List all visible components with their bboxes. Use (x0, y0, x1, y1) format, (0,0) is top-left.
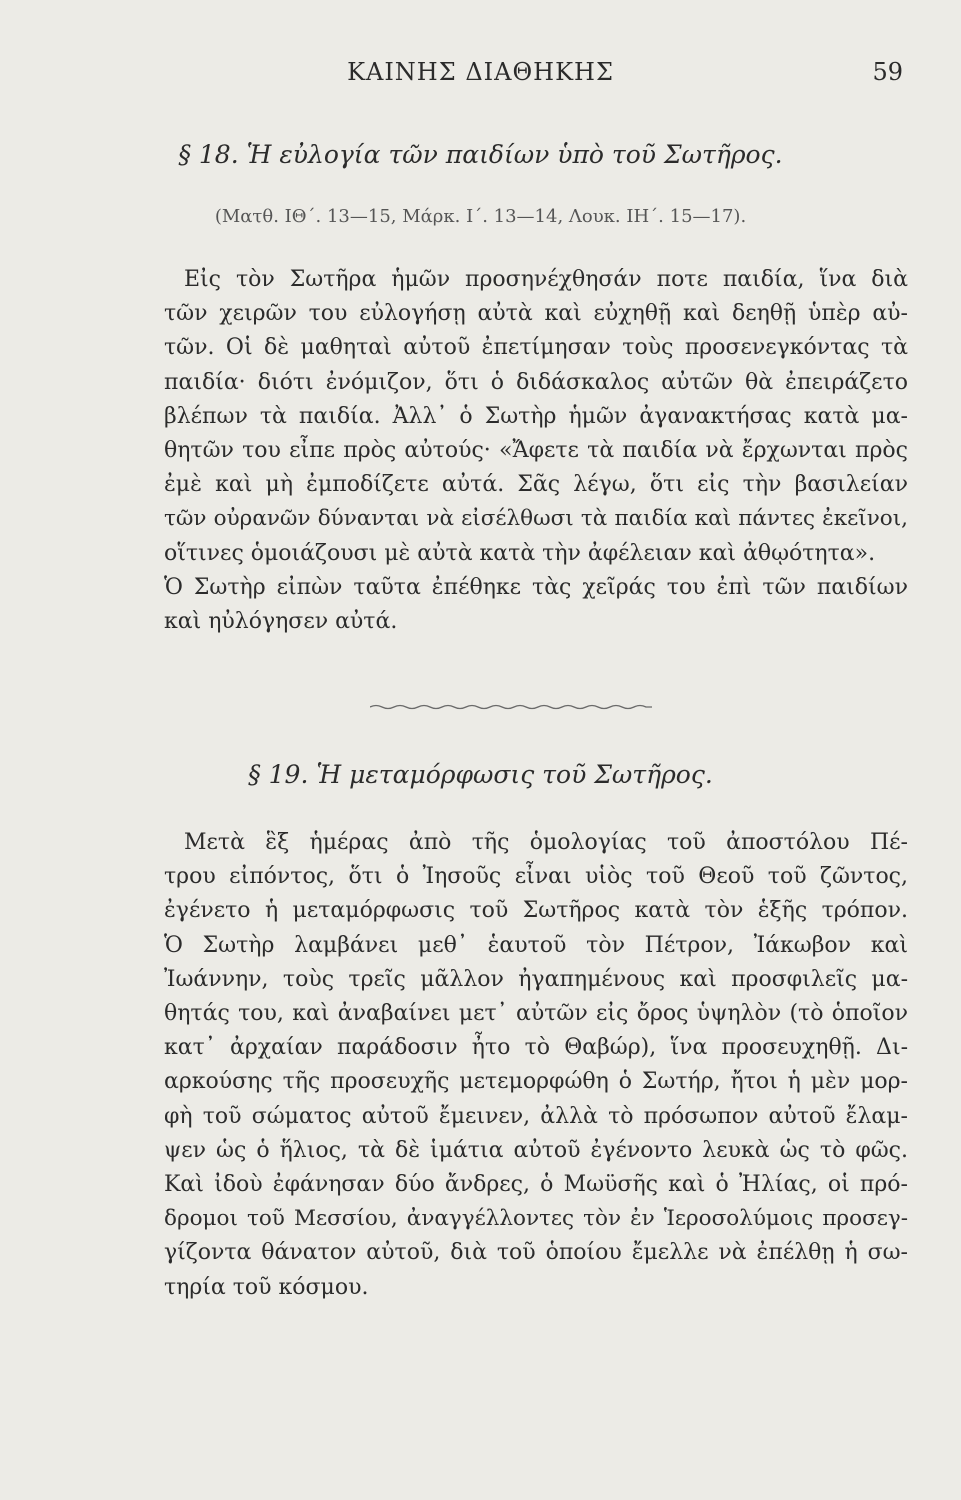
section-divider (370, 702, 652, 712)
text-line: βλέπων τὰ παιδία. Ἀλλ᾿ ὁ Σωτὴρ ἡμῶν ἀγανακτήσας κατὰ μα- (164, 403, 908, 429)
text-line: δρομοι τοῦ Μεσσίου, ἀναγγέλλοντες τὸν ἐν Ἱεροσολύμοις προσεγ- (164, 1206, 908, 1232)
text-line: αρκούσης τῆς προσευχῆς μετεμορφώθη ὁ Σωτήρ, ἤτοι ἡ μὲν μορ- (164, 1069, 908, 1095)
section-18-heading: § 18. Ἡ εὐλογία τῶν παιδίων ὑπὸ τοῦ Σωτῆρος. (178, 140, 783, 169)
text-line: Μετὰ ἓξ ἡμέρας ἀπὸ τῆς ὁμολογίας τοῦ ἀποστόλου Πέ- (184, 830, 908, 855)
text-line: γίζοντα θάνατον αὐτοῦ, διὰ τοῦ ὁποίου ἔμελλε νὰ ἐπέλθῃ ἡ σω- (164, 1240, 908, 1266)
text-line: τῶν οὐρανῶν δύνανται νὰ εἰσέλθωσι τὰ παιδία καὶ πάντες ἐκεῖνοι, (164, 506, 908, 532)
text-line: ἐμὲ καὶ μὴ ἐμποδίζετε αὐτά. Σᾶς λέγω, ὅτι εἰς τὴν βασιλείαν (164, 472, 908, 498)
section-19-body (164, 826, 908, 1305)
text-line: Καὶ ἰδοὺ ἐφάνησαν δύο ἄνδρες, ὁ Μωϋσῆς καὶ ὁ Ἠλίας, οἱ πρό- (164, 1172, 908, 1198)
text-line: θητάς του, καὶ ἀναβαίνει μετ᾿ αὐτῶν εἰς ὄρος ὑψηλὸν (τὸ ὁποῖον (164, 1001, 908, 1027)
text-line: κατ᾿ ἀρχαίαν παράδοσιν ἦτο τὸ Θαβώρ), ἵνα προσευχηθῇ. Δι- (164, 1035, 908, 1061)
text-line: τρου εἰπόντος, ὅτι ὁ Ἰησοῦς εἶναι υἱὸς τοῦ Θεοῦ τοῦ ζῶντος, (164, 864, 908, 890)
page-number: 59 (872, 58, 903, 86)
running-title: ΚΑΙΝΗΣ ΔΙΑΘΗΚΗΣ (347, 58, 614, 86)
text-line: τηρία τοῦ κόσμου. (164, 1274, 369, 1300)
text-line: καὶ ηὐλόγησεν αὐτά. (164, 609, 398, 635)
text-line: ἐγένετο ἡ μεταμόρφωσις τοῦ Σωτῆρος κατὰ τὸν ἑξῆς τρόπον. (164, 898, 908, 924)
text-line: τῶν. Οἱ δὲ μαθηταὶ αὐτοῦ ἐπετίμησαν τοὺς προσενεγκόντας τὰ (164, 335, 908, 361)
text-line: φὴ τοῦ σώματος αὐτοῦ ἔμεινεν, ἀλλὰ τὸ πρόσωπον αὐτοῦ ἔλαμ- (164, 1103, 908, 1129)
text-line: θητῶν του εἶπε πρὸς αὐτούς· «Ἄφετε τὰ παιδία νὰ ἔρχωνται πρὸς (164, 438, 908, 464)
text-line: Ὁ Σωτὴρ εἰπὼν ταῦτα ἐπέθηκε τὰς χεῖράς του ἐπὶ τῶν παιδίων (164, 574, 908, 600)
text-line: Ἰωάννην, τοὺς τρεῖς μᾶλλον ἠγαπημένους καὶ προσφιλεῖς μα- (164, 966, 908, 992)
section-18-body (164, 263, 908, 639)
section-19-heading: § 19. Ἡ μεταμόρφωσις τοῦ Σωτῆρος. (248, 760, 713, 789)
text-line: Εἰς τὸν Σωτῆρα ἡμῶν προσηνέχθησάν ποτε παιδία, ἵνα διὰ (184, 267, 908, 292)
text-line: Ὁ Σωτὴρ λαμβάνει μεθ᾿ ἑαυτοῦ τὸν Πέτρον, Ἰάκωβον καὶ (164, 932, 908, 958)
text-line: παιδία· διότι ἐνόμιζον, ὅτι ὁ διδάσκαλος αὐτῶν θὰ ἐπειράζετο (164, 369, 908, 395)
text-line: τῶν χειρῶν του εὐλογήσῃ αὐτὰ καὶ εὐχηθῇ καὶ δεηθῇ ὑπὲρ αὐ- (164, 301, 908, 327)
section-18-references: (Ματθ. ΙΘ΄. 13—15, Μάρκ. Ι΄. 13—14, Λουκ. ΙΗ΄. 15—17). (214, 206, 747, 227)
running-head (0, 54, 961, 94)
text-line: ψεν ὡς ὁ ἥλιος, τὰ δὲ ἱμάτια αὐτοῦ ἐγένοντο λευκὰ ὡς τὸ φῶς. (164, 1137, 908, 1163)
text-line: οἵτινες ὁμοιάζουσι μὲ αὐτὰ κατὰ τὴν ἀφέλειαν καὶ ἀθῳότητα». (164, 540, 876, 566)
